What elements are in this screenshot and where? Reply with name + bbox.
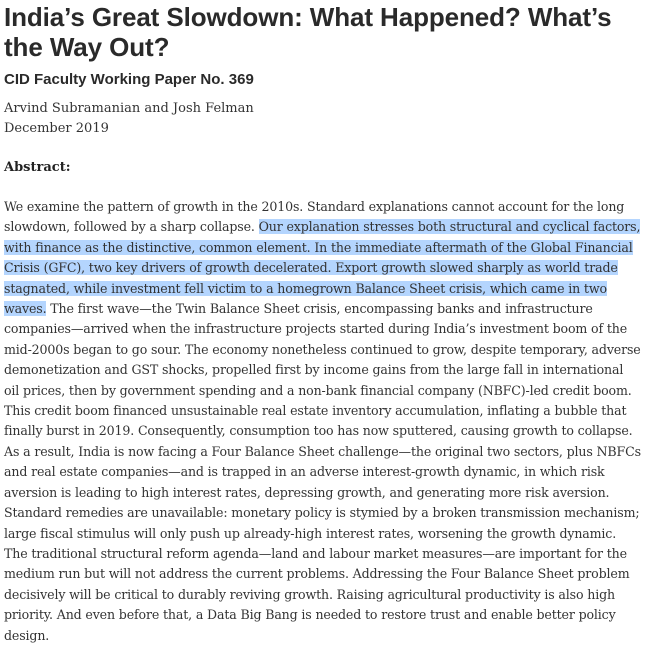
abstract-selected-text[interactable]: Our explanation stresses both structural and cyclical factors, with finance as the distinctive, common element. In the immediate aftermath of the Global Financial Crisis (GFC), two key drivers of growth decelerated. Export growth slowed sharply as world trade stagnated, while investment fell victim to a homegrown Balance Sheet crisis, which came in two waves.	[4, 219, 641, 317]
paper-title: India’s Great Slowdown: What Happened? What’s the Way Out?	[4, 2, 612, 62]
abstract-label: Abstract:	[4, 160, 71, 175]
abstract-intro-text: We examine the pattern of growth in the 2010s. Standard explanations cannot account for the long slowdown, followed by a sharp collapse.	[4, 199, 625, 235]
abstract-remaining-text: The first wave—the Twin Balance Sheet crisis, encompassing banks and infrastructure companies—arrived when the infrastructure projects started during India’s investment boom of the mid-2000s began to go sour. The economy nonetheless continued to grow, despite temporary, adverse demonetization and GST shocks, propelled first by income gains from the large fall in international oil prices, then by government spending and a non-bank financial company (NBFC)-led credit boom. This credit boom financed unsustainable real estate inventory accumulation, inflating a bubble that finally burst in 2019. Consequently, consumption too has now sputtered, causing growth to collapse. As a result, India is now facing a Four Balance Sheet challenge—the original two sectors, plus NBFCs and real estate companies—and is trapped in an adverse interest-growth dynamic, in which risk aversion is leading to high interest rates, depressing growth, and generating more risk aversion. Standard remedies are unavailable: monetary policy is stymied by a broken transmission mechanism; large fiscal stimulus will only push up already-high interest rates, worsening the growth dynamic. The traditional structural reform agenda—land and labour market measures—are important for the medium run but will not address the current problems. Addressing the Four Balance Sheet problem decisively will be critical to durably reviving growth. Raising agricultural productivity is also high priority. And even before that, a Data Big Bang is needed to restore trust and enable better policy design.	[4, 301, 641, 643]
paper-authors: Arvind Subramanian and Josh Felman	[4, 101, 254, 116]
paper-date: December 2019	[4, 121, 109, 136]
working-paper-series: CID Faculty Working Paper No. 369	[4, 71, 254, 88]
abstract-text[interactable]	[4, 197, 642, 646]
